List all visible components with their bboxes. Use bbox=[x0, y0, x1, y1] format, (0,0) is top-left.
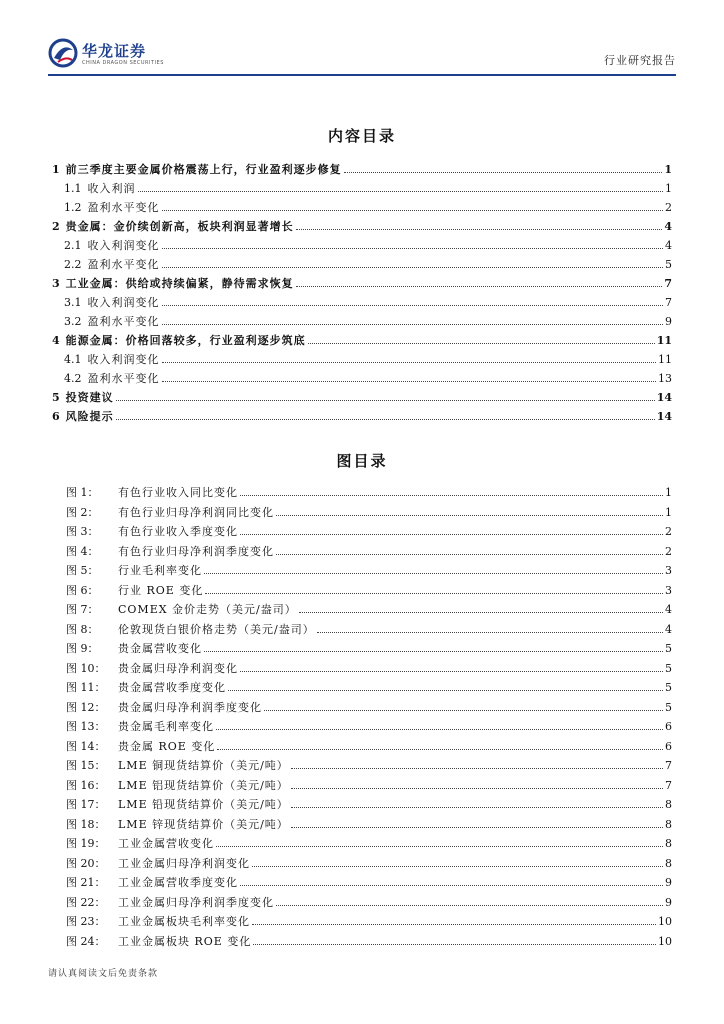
figure-entry[interactable] bbox=[66, 483, 672, 503]
dot-leader bbox=[228, 689, 663, 691]
disclaimer-note: 请认真阅读文后免责条款 bbox=[48, 969, 159, 979]
dot-leader bbox=[204, 650, 663, 652]
figure-entry[interactable] bbox=[66, 600, 672, 620]
toc-entry-number: 1 bbox=[52, 163, 60, 176]
figure-entry-page: 8 bbox=[665, 798, 672, 811]
dot-leader bbox=[317, 631, 663, 633]
figure-entry-number: 图 16： bbox=[66, 778, 106, 792]
dot-leader bbox=[276, 553, 663, 555]
dragon-logo-icon bbox=[48, 38, 78, 68]
figure-entry-number: 图 13： bbox=[66, 720, 106, 733]
figure-entry[interactable] bbox=[66, 659, 672, 679]
figure-list bbox=[66, 483, 672, 951]
dot-leader bbox=[116, 399, 655, 401]
figure-entry-number: 图 3： bbox=[66, 525, 99, 538]
figure-entry-number: 图 9： bbox=[66, 642, 99, 655]
figure-entry-title: 工业金属归母净利润变化 bbox=[118, 856, 250, 870]
toc-entry-number: 3.1 bbox=[64, 296, 82, 309]
figure-entry-page: 9 bbox=[665, 895, 672, 909]
figure-list-title: 图目录 bbox=[336, 452, 388, 470]
toc-entry[interactable] bbox=[52, 369, 672, 388]
figure-entry-number: 图 19： bbox=[66, 837, 106, 850]
figure-entry-number: 图 20： bbox=[66, 856, 106, 870]
toc-entry-page: 2 bbox=[665, 201, 672, 214]
dot-leader bbox=[240, 670, 663, 672]
figure-entry-number: 图 5： bbox=[66, 564, 99, 577]
figure-entry-number: 图 7： bbox=[66, 603, 99, 616]
table-of-contents bbox=[52, 160, 672, 426]
toc-entry-title: 收入利润变化 bbox=[87, 353, 160, 366]
dot-leader bbox=[217, 748, 663, 750]
figure-entry[interactable] bbox=[66, 620, 672, 640]
toc-entry-page: 13 bbox=[658, 372, 672, 385]
toc-entry-page: 14 bbox=[656, 410, 672, 423]
dot-leader bbox=[291, 806, 663, 808]
figure-entry-title: 贵金属营收变化 bbox=[118, 642, 202, 655]
toc-entry-number: 2.1 bbox=[64, 239, 82, 252]
figure-entry[interactable] bbox=[66, 815, 672, 835]
toc-entry-title: 能源金属：价格回落较多，行业盈利逐步筑底 bbox=[65, 334, 306, 347]
dot-leader bbox=[291, 767, 663, 769]
toc-entry-page: 7 bbox=[665, 296, 672, 309]
toc-entry-title: 盈利水平变化 bbox=[87, 258, 160, 271]
figure-entry-number: 图 10： bbox=[66, 661, 106, 675]
figure-entry-title: 工业金属板块毛利率变化 bbox=[118, 915, 250, 928]
dot-leader bbox=[240, 494, 663, 496]
figure-entry-number: 图 11： bbox=[66, 681, 106, 694]
toc-entry-page: 14 bbox=[656, 391, 672, 404]
toc-entry-title: 收入利润变化 bbox=[87, 239, 160, 252]
toc-entry-number: 4 bbox=[52, 334, 60, 347]
report-type-label: 行业研究报告 bbox=[604, 54, 676, 67]
dot-leader bbox=[252, 865, 663, 867]
dot-leader bbox=[291, 787, 663, 789]
toc-entry-number: 2 bbox=[52, 220, 60, 233]
figure-entry-page: 5 bbox=[665, 700, 672, 714]
toc-entry-title: 盈利水平变化 bbox=[87, 201, 160, 214]
figure-entry-title: 有色行业收入季度变化 bbox=[118, 525, 238, 538]
toc-entry-number: 4.2 bbox=[64, 372, 82, 385]
figure-entry-number: 图 17： bbox=[66, 798, 106, 811]
dot-leader bbox=[162, 304, 664, 306]
dot-leader bbox=[216, 845, 663, 847]
figure-entry-page: 3 bbox=[665, 583, 672, 597]
figure-entry-page: 5 bbox=[665, 661, 672, 675]
figure-entry[interactable] bbox=[66, 639, 672, 659]
toc-entry-title: 贵金属：金价续创新高，板块利润显著增长 bbox=[65, 220, 294, 233]
figure-entry[interactable] bbox=[66, 795, 672, 815]
figure-entry-page: 8 bbox=[665, 817, 672, 831]
figure-entry-title: 贵金属归母净利润变化 bbox=[118, 661, 238, 675]
figure-entry-page: 10 bbox=[658, 934, 672, 948]
toc-entry-page: 7 bbox=[664, 277, 672, 290]
figure-entry[interactable] bbox=[66, 912, 672, 932]
figure-entry[interactable] bbox=[66, 542, 672, 562]
toc-entry-page: 5 bbox=[665, 258, 672, 271]
brand-name: 华龙证券 bbox=[82, 42, 147, 60]
figure-entry-number: 图 4： bbox=[66, 544, 99, 558]
figure-entry-number: 图 12： bbox=[66, 700, 106, 714]
figure-entry-number: 图 23： bbox=[66, 915, 106, 928]
figure-entry-number: 图 24： bbox=[66, 934, 106, 948]
figure-entry-page: 5 bbox=[665, 642, 672, 655]
figure-entry-page: 6 bbox=[665, 720, 672, 733]
dot-leader bbox=[162, 380, 657, 382]
figure-entry-page: 7 bbox=[665, 778, 672, 792]
figure-entry-title: 工业金属归母净利润季度变化 bbox=[118, 895, 274, 909]
figure-entry-title: 有色行业归母净利润季度变化 bbox=[118, 544, 274, 558]
toc-entry[interactable] bbox=[52, 331, 672, 350]
toc-entry[interactable] bbox=[52, 160, 672, 179]
dot-leader bbox=[240, 884, 663, 886]
toc-entry[interactable] bbox=[52, 198, 672, 217]
page-header bbox=[0, 0, 724, 80]
figure-entry-title: LME 锌现货结算价（美元/吨） bbox=[118, 817, 289, 831]
dot-leader bbox=[253, 943, 656, 945]
figure-entry-title: 贵金属 ROE 变化 bbox=[118, 739, 216, 753]
toc-entry-page: 4 bbox=[665, 239, 672, 252]
dot-leader bbox=[299, 611, 663, 613]
dot-leader bbox=[204, 572, 663, 574]
figure-entry[interactable] bbox=[66, 932, 672, 952]
toc-entry-title: 收入利润 bbox=[87, 182, 136, 195]
dot-leader bbox=[296, 228, 663, 230]
figure-entry[interactable] bbox=[66, 893, 672, 913]
figure-entry-page: 4 bbox=[665, 622, 672, 636]
dot-leader bbox=[138, 190, 664, 192]
toc-entry-number: 4.1 bbox=[64, 353, 82, 366]
dot-leader bbox=[296, 285, 663, 287]
figure-entry-number: 图 15： bbox=[66, 759, 106, 772]
figure-entry-title: LME 铅现货结算价（美元/吨） bbox=[118, 798, 289, 811]
figure-entry-page: 6 bbox=[665, 739, 672, 753]
dot-leader bbox=[162, 323, 664, 325]
figure-entry-title: COMEX 金价走势（美元/盎司） bbox=[118, 603, 297, 616]
figure-entry-number: 图 18： bbox=[66, 817, 106, 831]
figure-entry-number: 图 2： bbox=[66, 505, 99, 519]
toc-entry-page: 1 bbox=[665, 182, 672, 195]
dot-leader bbox=[240, 533, 663, 535]
toc-entry[interactable] bbox=[52, 274, 672, 293]
figure-entry-number: 图 1： bbox=[66, 486, 99, 499]
figure-entry[interactable] bbox=[66, 873, 672, 893]
figure-entry-page: 1 bbox=[665, 486, 672, 499]
figure-entry-title: 贵金属毛利率变化 bbox=[118, 720, 214, 733]
figure-entry[interactable] bbox=[66, 776, 672, 796]
toc-entry-number: 5 bbox=[52, 391, 60, 404]
dot-leader bbox=[252, 923, 656, 925]
figure-entry-page: 4 bbox=[665, 603, 672, 616]
figure-entry-title: 工业金属营收变化 bbox=[118, 837, 214, 850]
toc-entry-page: 11 bbox=[656, 334, 672, 347]
figure-entry[interactable] bbox=[66, 717, 672, 737]
figure-entry-number: 图 14： bbox=[66, 739, 106, 753]
figure-entry-number: 图 8： bbox=[66, 622, 99, 636]
figure-entry-title: 有色行业收入同比变化 bbox=[118, 486, 238, 499]
figure-entry-page: 2 bbox=[665, 525, 672, 538]
figure-entry-title: 贵金属营收季度变化 bbox=[118, 681, 226, 694]
dot-leader bbox=[162, 247, 664, 249]
figure-entry-title: 工业金属板块 ROE 变化 bbox=[118, 934, 252, 948]
toc-entry-title: 盈利水平变化 bbox=[87, 315, 160, 328]
figure-entry-page: 3 bbox=[665, 564, 672, 577]
toc-entry-title: 前三季度主要金属价格震荡上行，行业盈利逐步修复 bbox=[65, 163, 342, 176]
figure-entry-number: 图 6： bbox=[66, 583, 99, 597]
toc-entry-page: 1 bbox=[664, 163, 672, 176]
figure-entry-title: 行业毛利率变化 bbox=[118, 564, 202, 577]
toc-entry-title: 工业金属：供给或持续偏紧，静待需求恢复 bbox=[65, 277, 294, 290]
toc-entry-page: 9 bbox=[665, 315, 672, 328]
figure-entry-title: 伦敦现货白银价格走势（美元/盎司） bbox=[118, 622, 315, 636]
toc-entry-number: 2.2 bbox=[64, 258, 82, 271]
figure-entry-title: 贵金属归母净利润季度变化 bbox=[118, 700, 262, 714]
figure-entry[interactable] bbox=[66, 503, 672, 523]
toc-entry[interactable] bbox=[52, 179, 672, 198]
dot-leader bbox=[162, 361, 657, 363]
figure-entry-page: 8 bbox=[665, 856, 672, 870]
brand-subtitle: CHINA DRAGON SECURITIES bbox=[82, 60, 164, 66]
figure-entry-page: 9 bbox=[665, 876, 672, 889]
figure-entry[interactable] bbox=[66, 698, 672, 718]
toc-entry[interactable] bbox=[52, 217, 672, 236]
figure-entry-title: 行业 ROE 变化 bbox=[118, 583, 204, 597]
toc-entry[interactable] bbox=[52, 293, 672, 312]
figure-entry-page: 7 bbox=[665, 759, 672, 772]
company-logo bbox=[48, 38, 166, 72]
figure-entry[interactable] bbox=[66, 756, 672, 776]
figure-entry-page: 5 bbox=[665, 681, 672, 694]
toc-entry-number: 1.1 bbox=[64, 182, 82, 195]
toc-entry-number: 1.2 bbox=[64, 201, 82, 214]
dot-leader bbox=[264, 709, 663, 711]
dot-leader bbox=[308, 342, 655, 344]
figure-entry[interactable] bbox=[66, 854, 672, 874]
toc-entry-title: 风险提示 bbox=[65, 410, 114, 423]
header-divider bbox=[48, 74, 676, 76]
toc-entry-number: 6 bbox=[52, 410, 60, 423]
toc-entry-number: 3 bbox=[52, 277, 60, 290]
toc-entry[interactable] bbox=[52, 312, 672, 331]
toc-entry-page: 4 bbox=[664, 220, 672, 233]
dot-leader bbox=[276, 904, 663, 906]
toc-entry-title: 收入利润变化 bbox=[87, 296, 160, 309]
toc-entry-title: 投资建议 bbox=[65, 391, 114, 404]
figure-entry-number: 图 22： bbox=[66, 895, 106, 909]
dot-leader bbox=[162, 209, 664, 211]
figure-entry-title: 工业金属营收季度变化 bbox=[118, 876, 238, 889]
dot-leader bbox=[344, 171, 663, 173]
figure-entry[interactable] bbox=[66, 737, 672, 757]
dot-leader bbox=[162, 266, 664, 268]
figure-entry-title: 有色行业归母净利润同比变化 bbox=[118, 505, 274, 519]
dot-leader bbox=[291, 826, 663, 828]
toc-entry-page: 11 bbox=[658, 353, 672, 366]
figure-entry-page: 1 bbox=[665, 505, 672, 519]
toc-title: 内容目录 bbox=[327, 127, 396, 145]
toc-entry[interactable] bbox=[52, 350, 672, 369]
toc-entry[interactable] bbox=[52, 407, 672, 426]
toc-entry[interactable] bbox=[52, 255, 672, 274]
figure-entry[interactable] bbox=[66, 678, 672, 698]
toc-entry[interactable] bbox=[52, 388, 672, 407]
figure-entry-title: LME 铝现货结算价（美元/吨） bbox=[118, 778, 289, 792]
figure-entry[interactable] bbox=[66, 581, 672, 601]
figure-entry-title: LME 铜现货结算价（美元/吨） bbox=[118, 759, 289, 772]
dot-leader bbox=[276, 514, 663, 516]
toc-entry[interactable] bbox=[52, 236, 672, 255]
figure-entry-page: 8 bbox=[665, 837, 672, 850]
figure-entry-number: 图 21： bbox=[66, 876, 106, 889]
dot-leader bbox=[116, 418, 655, 420]
toc-entry-title: 盈利水平变化 bbox=[87, 372, 160, 385]
figure-entry[interactable] bbox=[66, 522, 672, 542]
figure-entry[interactable] bbox=[66, 561, 672, 581]
dot-leader bbox=[205, 592, 663, 594]
figure-entry[interactable] bbox=[66, 834, 672, 854]
toc-entry-number: 3.2 bbox=[64, 315, 82, 328]
figure-entry-page: 2 bbox=[665, 544, 672, 558]
figure-entry-page: 10 bbox=[658, 915, 672, 928]
dot-leader bbox=[216, 728, 663, 730]
